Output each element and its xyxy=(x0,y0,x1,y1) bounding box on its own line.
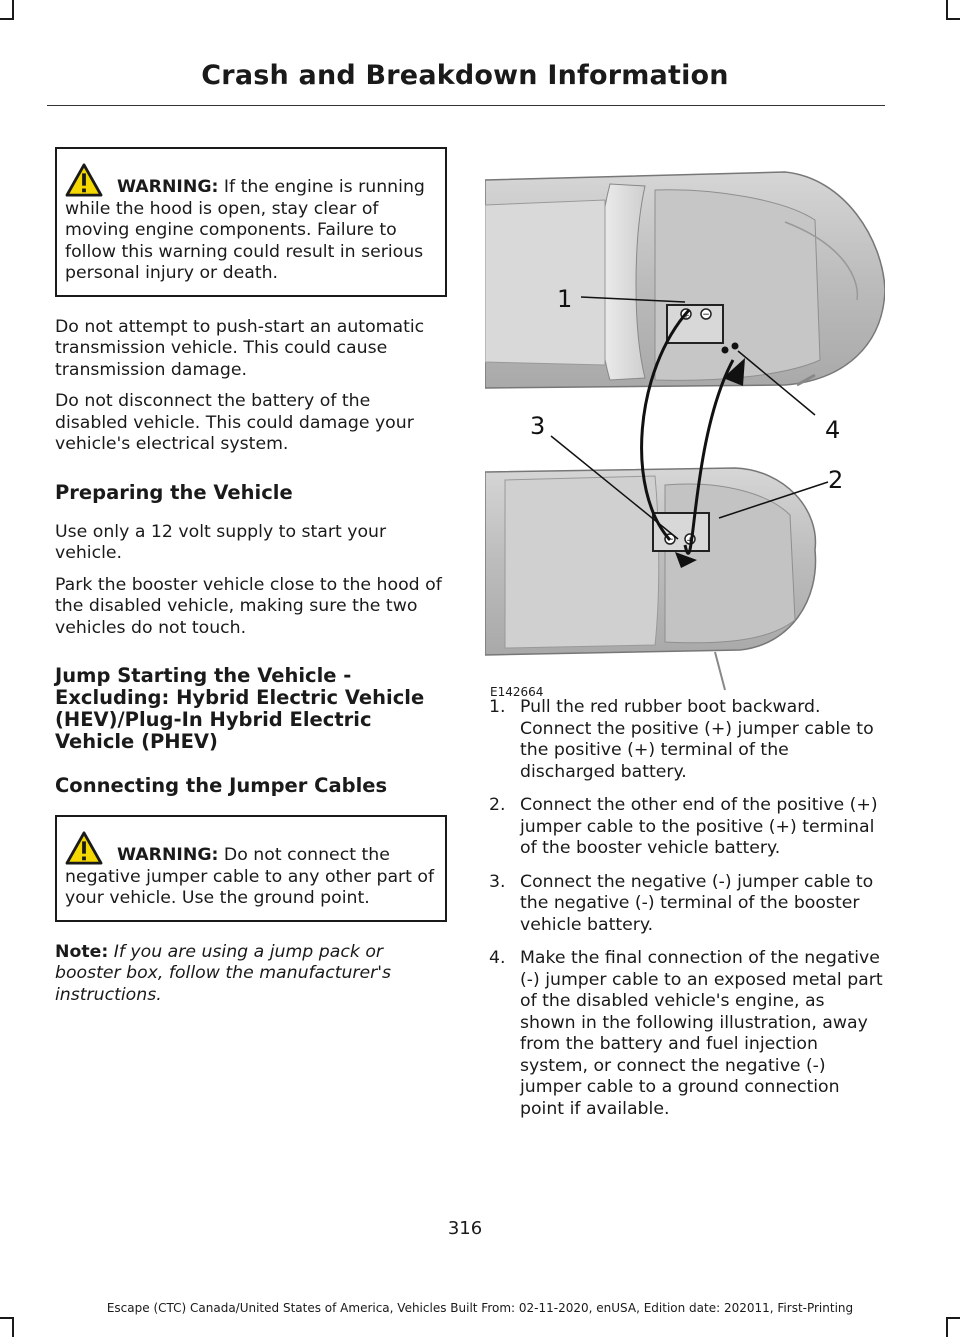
disabled-vehicle xyxy=(485,172,885,388)
svg-text:+: + xyxy=(682,311,690,321)
booster-battery xyxy=(653,513,709,551)
note-label: Note: xyxy=(55,941,109,962)
page-title: Crash and Breakdown Information xyxy=(201,60,729,91)
crop-mark xyxy=(12,1317,14,1337)
warning-box xyxy=(55,815,447,922)
steps-list xyxy=(483,697,883,1132)
step-number: 1. xyxy=(489,697,506,717)
crop-mark xyxy=(0,1317,14,1319)
note-text: If you are using a jump pack or booster box, follow the manufacturer's instructions. xyxy=(55,941,392,1005)
list-item xyxy=(483,795,883,860)
svg-text:−: − xyxy=(666,535,674,545)
header-divider xyxy=(47,105,885,106)
callout-2: 2 xyxy=(828,466,844,494)
svg-text:−: − xyxy=(702,310,710,320)
section-heading: Jump Starting the Vehicle - Excluding: Hybrid Electric Vehicle (HEV)/Plug-In Hybrid Electric Vehicle (PHEV) xyxy=(55,664,425,753)
step-text: Connect the other end of the positive (+) jumper cable to the positive (+) terminal of the booster vehicle battery. xyxy=(520,795,878,858)
warning-label: WARNING: xyxy=(117,845,219,865)
warning-triangle-icon xyxy=(65,163,103,197)
callout-4: 4 xyxy=(825,416,841,444)
step-text: Make the final connection of the negative (-) jumper cable to an exposed metal part of the disabled vehicle's engine, as shown in the following illustration, away from the battery and fuel injection system, or connect the negative (-) jumper cable to a ground connection point if available. xyxy=(520,948,883,1119)
list-item xyxy=(483,948,883,1120)
list-item xyxy=(483,872,883,937)
svg-text:+: + xyxy=(686,536,694,546)
jump-start-illustration xyxy=(485,150,885,705)
crop-mark xyxy=(946,18,960,20)
crop-mark xyxy=(0,18,14,20)
disabled-battery xyxy=(667,305,723,343)
note xyxy=(55,942,447,1007)
warning-text xyxy=(65,845,437,910)
page-number: 316 xyxy=(447,1218,483,1239)
crop-mark xyxy=(946,1317,960,1319)
step-text: Pull the red rubber boot backward. Connect the positive (+) jumper cable to the positive (+) terminal of the discharged battery. xyxy=(520,697,874,782)
paragraph: Do not attempt to push-start an automatic transmission vehicle. This could cause transmission damage. xyxy=(55,316,425,380)
paragraph: Use only a 12 volt supply to start your vehicle. xyxy=(55,521,387,563)
warning-body: Do not connect the negative jumper cable to any other part of your vehicle. Use the ground point. xyxy=(65,845,435,908)
warning-body: If the engine is running while the hood is open, stay clear of moving engine components. Failure to follow this warning could result in serious personal injury or death. xyxy=(65,177,425,283)
footer-text: Escape (CTC) Canada/United States of America, Vehicles Built From: 02-11-2020, enUSA, Edition date: 202011, First-Printing xyxy=(106,1301,854,1315)
step-number: 2. xyxy=(489,795,506,815)
step-text: Connect the negative (-) jumper cable to the negative (-) terminal of the booster vehicle battery. xyxy=(520,871,874,935)
step-number: 4. xyxy=(489,948,506,968)
warning-box xyxy=(55,147,447,297)
figure-id: E142664 xyxy=(490,685,544,699)
left-column xyxy=(55,147,447,1016)
crop-mark xyxy=(12,0,14,20)
list-item xyxy=(483,697,883,783)
crop-mark xyxy=(946,0,948,20)
warning-label: WARNING: xyxy=(117,177,219,197)
paragraph: Park the booster vehicle close to the hood of the disabled vehicle, making sure the two vehicles do not touch. xyxy=(55,574,442,638)
warning-triangle-icon xyxy=(65,831,103,865)
callout-1: 1 xyxy=(557,285,573,313)
subsection-heading: Connecting the Jumper Cables xyxy=(55,774,388,797)
warning-text xyxy=(65,177,437,285)
step-number: 3. xyxy=(489,871,506,892)
paragraph: Do not disconnect the battery of the disabled vehicle. This could damage your vehicle's electrical system. xyxy=(55,391,414,454)
crop-mark xyxy=(946,1317,948,1337)
callout-3: 3 xyxy=(530,412,546,440)
section-heading: Preparing the Vehicle xyxy=(55,480,293,504)
